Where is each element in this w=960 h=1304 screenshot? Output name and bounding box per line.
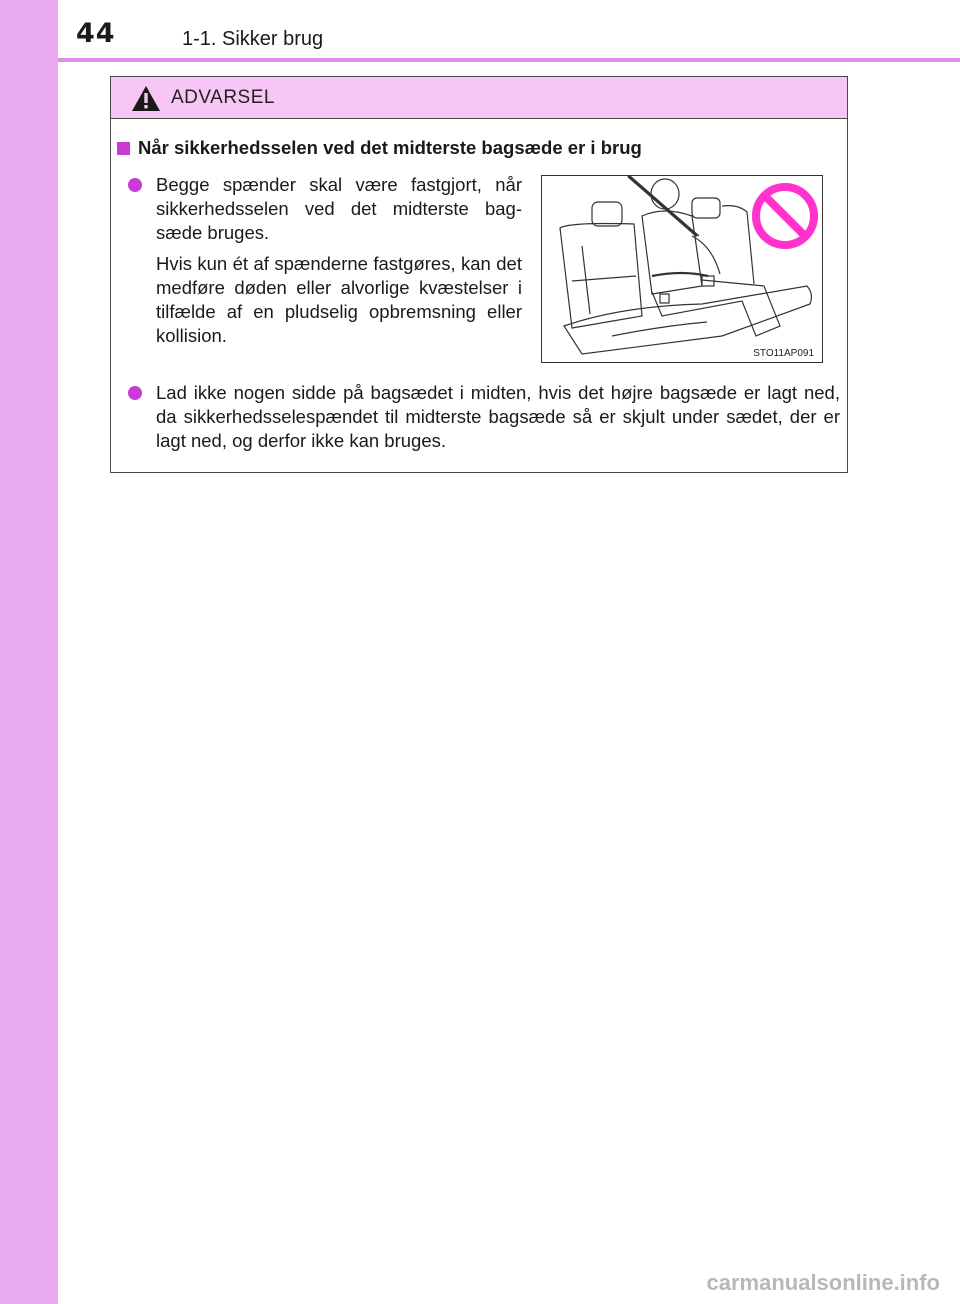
warning-triangle-icon	[131, 85, 161, 112]
warning-label: ADVARSEL	[171, 87, 275, 108]
page-number: 44	[76, 18, 116, 49]
prohibition-icon	[750, 181, 820, 251]
watermark: carmanualsonline.info	[706, 1270, 940, 1295]
seatbelt-illustration	[541, 175, 823, 363]
bullet-icon	[128, 386, 142, 400]
header-rule	[58, 58, 960, 62]
bullet-icon	[128, 178, 142, 192]
side-bar	[0, 0, 58, 1304]
square-bullet-icon	[117, 142, 130, 155]
figure-code: STO11AP091	[753, 348, 814, 359]
subheading	[117, 137, 642, 159]
subheading-text: Når sikkerhedsselen ved det midterste bagsæde er i brug	[138, 137, 642, 158]
section-title: 1-1. Sikker brug	[182, 28, 324, 50]
warning-header	[111, 77, 847, 119]
warning-box	[110, 76, 848, 473]
bullet1-paragraph: Begge spænder skal være fastgjort, når sikkerhedsselen ved det midterste bag-sæde bruges.	[156, 174, 522, 243]
bullet1-paragraph-2: Hvis kun ét af spænderne fastgøres, kan det medføre døden eller alvorlige kvæstelser i tilfælde af en pludselig opbremsning eller kollision.	[156, 253, 522, 346]
bullet2-paragraph: Lad ikke nogen sidde på bagsædet i midten, hvis det højre bagsæde er lagt ned, da sikkerhedsselespændet til midterste bagsæde så er skjult under sædet, der er lagt ned, og derfor ikke kan bruges.	[156, 382, 840, 451]
